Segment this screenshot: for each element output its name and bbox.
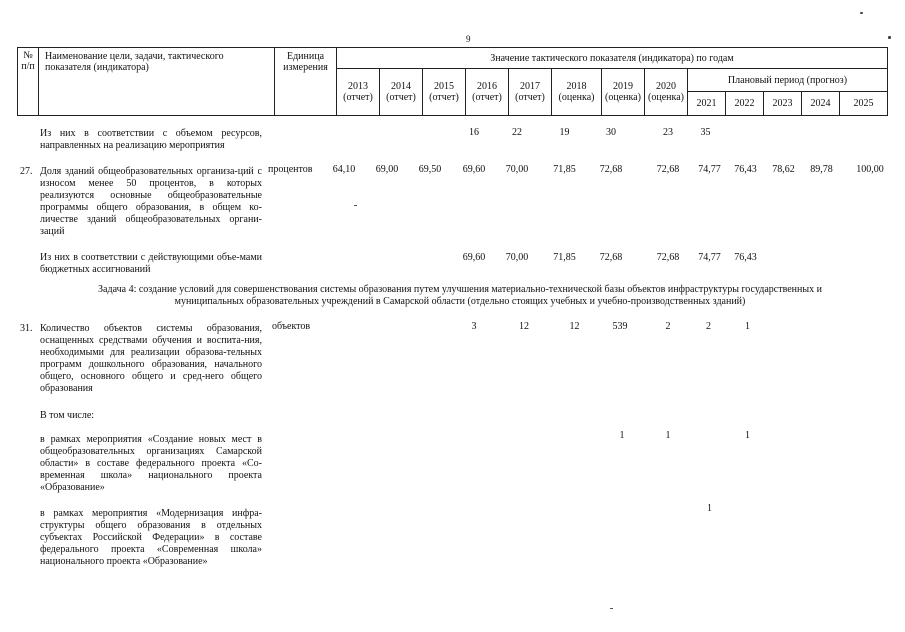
row-27-2023: 78,62 (772, 164, 795, 175)
row-27b-2017: 70,00 (505, 252, 529, 263)
row-27-2016: 69,60 (462, 164, 486, 175)
row-27-2015: 69,50 (418, 164, 442, 175)
header-name: Наименование цели, задачи, тактического показателя (индикатора) (39, 48, 275, 116)
header-year-2017: 2017 (отчет) (509, 69, 552, 116)
header-year-2013: 2013 (отчет) (337, 69, 380, 116)
row-31-2020: 2 (665, 321, 671, 332)
row-31-2022: 1 (745, 321, 750, 332)
task-4-heading: Задача 4: создание условий для совершенствования системы образования путем улучшения материально-технической базы объектов инфраструктуры государственных и муниципальных образовательных учреждений в Самарской области (отдельно стоящих учебных и учебно-производственных зданий) (98, 284, 822, 307)
header-plan-2021: 2021 (688, 92, 726, 116)
row-31a-text: в рамках мероприятия «Создание новых мест в общеобразовательных организациях Самарской области» в составе федерального проекта «Со-временная школа» национального проекта «Образование» (40, 434, 262, 493)
row-31a-2019: 1 (619, 430, 625, 441)
row-31-2018: 12 (569, 321, 580, 332)
row-31-2016: 3 (471, 321, 477, 332)
scan-mark (354, 205, 357, 206)
row-resources-2017: 22 (512, 127, 522, 138)
header-num: № п/п (18, 48, 39, 116)
header-unit: Единица измерения (275, 48, 337, 116)
row-31b-2021: 1 (707, 503, 712, 514)
row-27b-text: Из них в соответствии с действующими объе-мами бюджетных ассигнований (40, 252, 262, 275)
header-year-2016: 2016 (отчет) (466, 69, 509, 116)
row-31-unit: объектов (272, 321, 311, 332)
header-year-2018: 2018 (оценка) (552, 69, 602, 116)
header-year-2014: 2014 (отчет) (380, 69, 423, 116)
header-year-2020: 2020 (оценка) (645, 69, 688, 116)
row-27-2019: 72,68 (599, 164, 623, 175)
scan-mark (888, 36, 891, 39)
row-27-2021: 74,77 (698, 164, 721, 175)
header-year-2019: 2019 (оценка) (602, 69, 645, 116)
row-resources-2020: 23 (663, 127, 673, 138)
scan-mark (860, 12, 863, 14)
row-27b-2016: 69,60 (462, 252, 486, 263)
row-31-num: 31. (20, 323, 33, 334)
header-plan-2023: 2023 (764, 92, 802, 116)
row-27-unit: процентов (268, 164, 313, 175)
page-number: 9 (466, 34, 471, 44)
row-31-text: Количество объектов системы образования, оснащенных средствами обучения и воспита-ния, необходимыми для реализации образова-тельных программ дошкольного образования, начального общего, основного общего и сред-него общего образования (40, 323, 262, 394)
header-plan-2022: 2022 (726, 92, 764, 116)
row-27-2017: 70,00 (505, 164, 529, 175)
row-27-num: 27. (20, 166, 33, 177)
row-27b-2022: 76,43 (734, 252, 757, 263)
row-27b-2018: 71,85 (553, 252, 576, 263)
row-resources-2019: 30 (606, 127, 616, 138)
row-27-2024: 89,78 (810, 164, 833, 175)
header-plan-2025: 2025 (840, 92, 888, 116)
row-27-2014: 69,00 (375, 164, 399, 175)
row-31-2019: 539 (612, 321, 628, 332)
row-27-2025: 100,00 (856, 164, 884, 175)
row-27-2020: 72,68 (656, 164, 680, 175)
row-27-2018: 71,85 (553, 164, 576, 175)
row-resources-2016: 16 (469, 127, 479, 138)
row-27-2022: 76,43 (734, 164, 757, 175)
row-resources-2021: 35 (700, 127, 711, 138)
row-27-text: Доля зданий общеобразовательных организа-ций с износом менее 50 процентов, в которых реализуются основные общеобразовательные программы общего образования, в общем ко-личестве зданий общеобразовательных органи-заций (40, 166, 262, 237)
row-31-2017: 12 (519, 321, 529, 332)
header-values-title: Значение тактического показателя (индикатора) по годам (337, 48, 888, 69)
row-31a-2020: 1 (665, 430, 671, 441)
header-plan-title: Плановый период (прогноз) (688, 69, 888, 92)
row-31b-text: в рамках мероприятия «Модернизация инфра-структуры общего образования в отдельных субъектах Российской Федерации» в составе федерального проекта «Современная школа» национального проекта «Образование» (40, 508, 262, 567)
row-resources-2018: 19 (559, 127, 570, 138)
row-27-2013: 64,10 (332, 164, 356, 175)
header-year-2015: 2015 (отчет) (423, 69, 466, 116)
scan-mark (610, 608, 613, 609)
header-table (17, 47, 888, 116)
row-27b-2019: 72,68 (599, 252, 623, 263)
row-31-2021: 2 (706, 321, 711, 332)
including-label: В том числе: (40, 410, 95, 421)
row-27b-2020: 72,68 (656, 252, 680, 263)
row-27b-2021: 74,77 (698, 252, 721, 263)
row-resources-text: Из них в соответствии с объемом ресурсов, направленных на реализацию мероприятия (40, 128, 262, 151)
header-plan-2024: 2024 (802, 92, 840, 116)
row-31a-2022: 1 (745, 430, 750, 441)
